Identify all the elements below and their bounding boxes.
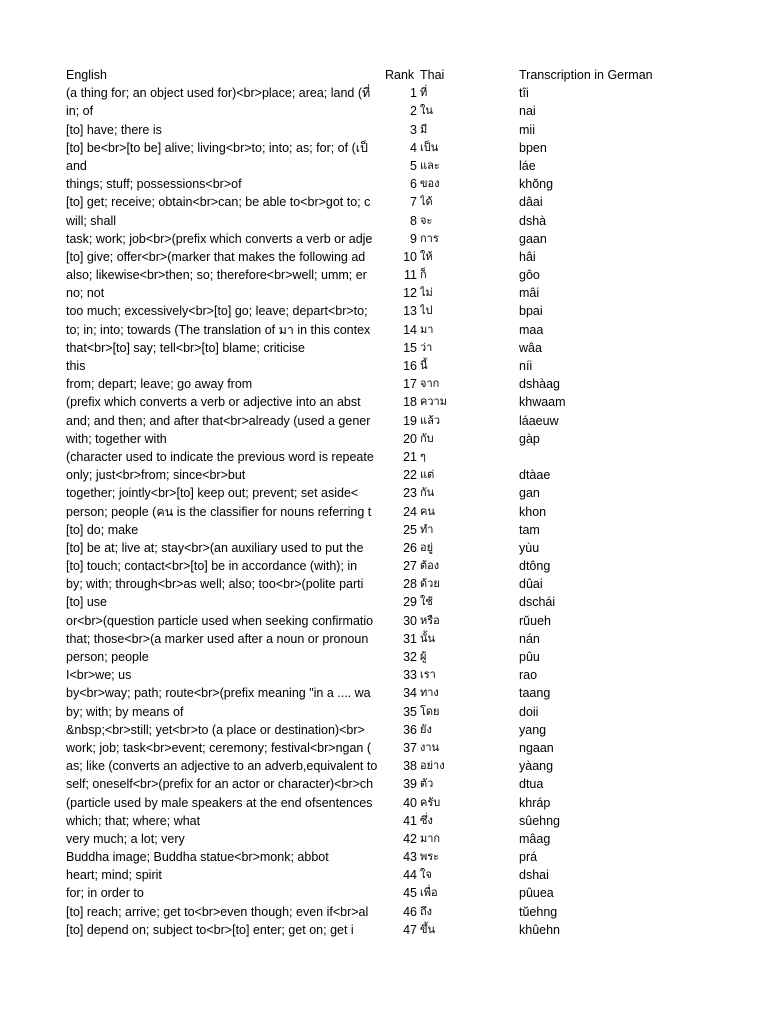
table-row: [0, 684, 768, 702]
table-row: [0, 284, 768, 302]
thai-cell: ก็: [420, 268, 427, 282]
english-cell: self; oneself<br>(prefix for an actor or character)<br>ch: [66, 777, 374, 792]
english-cell: person; people (คน is the classifier for nouns referring t: [66, 504, 372, 519]
transcription-cell: bpen: [519, 140, 547, 155]
transcription-cell: dtua: [519, 777, 544, 792]
english-cell: [to] reach; arrive; get to<br>even though; even if<br>al: [66, 904, 369, 919]
english-cell: and; and then; and after that<br>already (used a gener: [66, 413, 371, 428]
table-row: [0, 794, 768, 812]
transcription-cell: dshai: [519, 868, 549, 883]
english-cell: [to] be at; live at; stay<br>(an auxiliary used to put the: [66, 540, 364, 555]
table-row: [0, 412, 768, 430]
english-cell: by; with; by means of: [66, 704, 184, 719]
table-row: [0, 557, 768, 575]
table-row: [0, 666, 768, 684]
rank-cell: 26: [403, 540, 417, 555]
english-cell: (particle used by male speakers at the end ofsentences: [66, 795, 373, 810]
rank-cell: 35: [403, 704, 417, 719]
table-row: [0, 903, 768, 921]
english-cell: to; in; into; towards (The translation of มา in this contex: [66, 322, 371, 337]
rank-cell: 10: [403, 249, 417, 264]
rank-cell: 33: [403, 668, 417, 683]
table-row: [0, 321, 768, 339]
table-row: [0, 703, 768, 721]
transcription-cell: maa: [519, 322, 544, 337]
table-row: [0, 102, 768, 120]
english-cell: heart; mind; spirit: [66, 868, 162, 883]
table-row: [0, 230, 768, 248]
english-cell: [to] touch; contact<br>[to] be in accordance (with); in: [66, 559, 358, 574]
thai-cell: ด้วย: [420, 577, 440, 591]
english-cell: (a thing for; an object used for)<br>place; area; land (ที่: [66, 86, 371, 101]
table-row: [0, 212, 768, 230]
table-row: [0, 121, 768, 139]
rank-cell: 40: [403, 795, 417, 810]
transcription-cell: mâi: [519, 286, 540, 301]
thai-cell: ยัง: [420, 722, 432, 736]
thai-cell: คน: [420, 504, 435, 518]
english-cell: [to] give; offer<br>(marker that makes the following ad: [66, 249, 366, 264]
table-row: [0, 430, 768, 448]
rank-cell: 38: [403, 759, 417, 774]
thai-cell: เป็น: [420, 140, 439, 154]
rank-cell: 14: [403, 322, 417, 337]
english-cell: and: [66, 158, 87, 173]
rank-cell: 18: [403, 395, 417, 410]
rank-cell: 6: [410, 177, 417, 192]
rank-cell: 36: [403, 722, 417, 737]
header-thai: Thai: [420, 68, 445, 82]
english-cell: [to] depend on; subject to<br>[to] enter; get on; get i: [66, 922, 354, 937]
rank-cell: 21: [403, 449, 417, 464]
table-row: [0, 503, 768, 521]
thai-cell: หรือ: [420, 613, 440, 627]
english-cell: [to] get; receive; obtain<br>can; be able to<br>got to; c: [66, 195, 371, 210]
transcription-cell: yùu: [519, 540, 540, 555]
rank-cell: 22: [403, 468, 417, 483]
table-row: [0, 466, 768, 484]
thai-cell: ของ: [420, 177, 440, 191]
thai-cell: ไม่: [420, 286, 433, 300]
rank-cell: 32: [403, 650, 417, 664]
rank-cell: 47: [403, 922, 417, 937]
rank-cell: 3: [410, 122, 417, 137]
thai-cell: ขึ้น: [420, 922, 436, 936]
table-row: [0, 357, 768, 375]
english-cell: which; that; where; what: [66, 813, 201, 828]
english-cell: things; stuff; possessions<br>of: [66, 177, 242, 192]
transcription-cell: tŭehng: [519, 904, 558, 919]
english-cell: no; not: [66, 286, 105, 301]
table-row: [0, 302, 768, 320]
thai-cell: ให้: [420, 249, 433, 263]
english-cell: that<br>[to] say; tell<br>[to] blame; criticise: [66, 340, 306, 355]
transcription-cell: ngaan: [519, 740, 554, 755]
table-row: [0, 539, 768, 557]
english-cell: as; like (converts an adjective to an adverb,equivalent to: [66, 759, 378, 774]
thai-cell: ต้อง: [420, 559, 440, 573]
transcription-cell: dshà: [519, 213, 547, 228]
thai-cell: ที่: [420, 86, 428, 100]
table-row: [0, 521, 768, 539]
header-english: English: [66, 68, 107, 82]
thai-cell: ใจ: [420, 868, 432, 882]
english-cell: in; of: [66, 104, 94, 119]
english-cell: I<br>we; us: [66, 668, 132, 683]
table-row: [0, 193, 768, 211]
table-row: [0, 375, 768, 393]
rank-cell: 15: [403, 340, 417, 355]
english-cell: that; those<br>(a marker used after a noun or pronoun: [66, 631, 369, 646]
thai-cell: กับ: [420, 431, 434, 445]
thai-cell: ใน: [420, 104, 433, 118]
table-row: [0, 866, 768, 884]
english-cell: &nbsp;<br>still; yet<br>to (a place or destination)<br>: [66, 722, 365, 737]
thai-cell: อย่าง: [420, 759, 445, 773]
transcription-cell: hâi: [519, 249, 536, 264]
transcription-cell: nai: [519, 104, 536, 119]
rank-cell: 39: [403, 777, 417, 792]
transcription-cell: tîi: [519, 86, 529, 101]
thai-cell: นี้: [420, 359, 428, 372]
rank-cell: 41: [403, 813, 417, 828]
rank-cell: 43: [403, 850, 417, 865]
thai-cell: ๆ: [420, 449, 426, 463]
thai-cell: ไป: [420, 304, 433, 318]
english-cell: only; just<br>from; since<br>but: [66, 468, 246, 483]
transcription-cell: prá: [519, 850, 538, 865]
rank-cell: 9: [410, 231, 417, 246]
transcription-cell: doii: [519, 704, 539, 719]
thai-cell: จะ: [420, 213, 433, 227]
english-cell: (character used to indicate the previous word is repeate: [66, 449, 374, 464]
thai-cell: การ: [420, 231, 439, 245]
table-row: [0, 175, 768, 193]
table-row: [0, 648, 768, 666]
rank-cell: 46: [403, 904, 417, 919]
thai-cell: มี: [420, 122, 428, 136]
thai-cell: มาก: [420, 831, 441, 845]
transcription-cell: láe: [519, 158, 536, 173]
rank-cell: 11: [404, 268, 417, 283]
english-cell: work; job; task<br>event; ceremony; festival<br>ngan (: [66, 740, 372, 755]
thai-cell: ความ: [420, 395, 447, 409]
rank-cell: 7: [410, 195, 417, 210]
transcription-cell: mii: [519, 122, 535, 137]
rank-cell: 4: [410, 140, 417, 155]
transcription-cell: yàang: [519, 759, 554, 774]
english-cell: [to] have; there is: [66, 122, 162, 137]
english-cell: very much; a lot; very: [66, 831, 185, 846]
table-row: [0, 575, 768, 593]
transcription-cell: rao: [519, 668, 538, 683]
english-cell: also; likewise<br>then; so; therefore<br>well; umm; er: [66, 268, 367, 283]
transcription-cell: khráp: [519, 795, 551, 810]
rank-cell: 12: [403, 286, 417, 301]
table-row: [0, 248, 768, 266]
table-row: [0, 848, 768, 866]
transcription-cell: pûuea: [519, 886, 554, 901]
transcription-cell: gôo: [519, 268, 540, 283]
thai-cell: ตัว: [420, 777, 434, 791]
transcription-cell: dâai: [519, 195, 543, 210]
thai-cell: แล้ว: [420, 413, 441, 427]
rank-cell: 16: [403, 359, 417, 373]
english-cell: by<br>way; path; route<br>(prefix meaning "in a .... wa: [66, 686, 371, 701]
transcription-cell: dschái: [519, 595, 556, 610]
table-row: [0, 721, 768, 739]
rank-cell: 37: [403, 740, 417, 755]
transcription-cell: níi: [519, 359, 533, 373]
transcription-cell: mâag: [519, 831, 551, 846]
english-cell: this: [66, 359, 86, 373]
table-row: [0, 139, 768, 157]
transcription-cell: dûai: [519, 577, 543, 592]
thai-cell: จาก: [420, 377, 440, 391]
transcription-cell: wâa: [519, 340, 542, 355]
thai-cell: มา: [420, 322, 434, 336]
spreadsheet: [0, 66, 768, 939]
thai-cell: ได้: [420, 195, 433, 209]
transcription-cell: gan: [519, 486, 540, 501]
english-cell: for; in order to: [66, 886, 144, 901]
english-cell: person; people: [66, 650, 149, 664]
thai-cell: ใช้: [420, 595, 433, 609]
thai-cell: ทาง: [420, 686, 439, 700]
transcription-cell: tam: [519, 522, 540, 537]
table-row: [0, 612, 768, 630]
thai-cell: ครับ: [420, 795, 441, 809]
thai-cell: นั้น: [420, 631, 436, 645]
rank-cell: 2: [410, 104, 417, 119]
thai-cell: เรา: [420, 668, 436, 682]
header-row: [0, 66, 768, 84]
transcription-cell: khwaam: [519, 395, 566, 410]
thai-cell: งาน: [420, 740, 440, 754]
table-row: [0, 921, 768, 939]
english-cell: with; together with: [66, 431, 167, 446]
rank-cell: 17: [403, 377, 417, 392]
thai-cell: ซึ่ง: [420, 813, 433, 827]
table-row: [0, 830, 768, 848]
rank-cell: 5: [410, 158, 417, 173]
rank-cell: 44: [403, 868, 417, 883]
rank-cell: 29: [403, 595, 417, 610]
rank-cell: 23: [403, 486, 417, 501]
rank-cell: 42: [403, 831, 417, 846]
english-cell: from; depart; leave; go away from: [66, 377, 253, 392]
rank-cell: 1: [410, 86, 417, 101]
table-row: [0, 393, 768, 411]
transcription-cell: taang: [519, 686, 551, 701]
english-cell: [to] do; make: [66, 522, 139, 537]
transcription-cell: gaan: [519, 231, 547, 246]
table-row: [0, 630, 768, 648]
rank-cell: 13: [403, 304, 417, 319]
table-row: [0, 757, 768, 775]
transcription-cell: bpai: [519, 304, 543, 319]
table-row: [0, 884, 768, 902]
english-cell: [to] be<br>[to be] alive; living<br>to; into; as; for; of (เป็: [66, 140, 368, 155]
english-cell: or<br>(question particle used when seeking confirmatio: [66, 613, 374, 628]
word-rows: [0, 84, 768, 939]
transcription-cell: dtàae: [519, 468, 551, 483]
english-cell: will; shall: [66, 213, 117, 228]
thai-cell: แต่: [420, 468, 435, 482]
header-transcription: Transcription in German: [519, 68, 653, 82]
english-cell: task; work; job<br>(prefix which converts a verb or adje: [66, 231, 373, 246]
thai-cell: ถึง: [420, 904, 433, 918]
thai-cell: อยู่: [420, 540, 434, 554]
header-rank: Rank: [385, 68, 415, 82]
rank-cell: 20: [403, 431, 417, 446]
rank-cell: 30: [403, 613, 417, 628]
table-row: [0, 739, 768, 757]
transcription-cell: sûehng: [519, 813, 561, 828]
rank-cell: 34: [403, 686, 417, 701]
transcription-cell: khŏng: [519, 177, 554, 192]
rank-cell: 45: [403, 886, 417, 901]
rank-cell: 31: [403, 631, 417, 646]
english-cell: [to] use: [66, 595, 107, 610]
transcription-cell: láaeuw: [519, 413, 559, 428]
table-row: [0, 593, 768, 611]
thai-cell: กัน: [420, 486, 435, 500]
transcription-cell: dshàag: [519, 377, 561, 392]
table-row: [0, 812, 768, 830]
thai-cell: ทำ: [420, 522, 434, 536]
transcription-cell: pûu: [519, 650, 540, 664]
thai-cell: พระ: [420, 850, 440, 864]
english-cell: (prefix which converts a verb or adjective into an abst: [66, 395, 361, 410]
transcription-cell: rŭueh: [519, 613, 551, 628]
english-cell: Buddha image; Buddha statue<br>monk; abbot: [66, 850, 329, 865]
transcription-cell: dtông: [519, 559, 551, 574]
transcription-cell: nán: [519, 631, 540, 646]
thai-cell: โดย: [420, 704, 440, 718]
table-row: [0, 448, 768, 466]
table-row: [0, 339, 768, 357]
table-row: [0, 266, 768, 284]
table-row: [0, 157, 768, 175]
rank-cell: 28: [403, 577, 417, 592]
english-cell: by; with; through<br>as well; also; too<br>(polite parti: [66, 577, 364, 592]
transcription-cell: khûehn: [519, 922, 561, 937]
rank-cell: 19: [403, 413, 417, 428]
table-row: [0, 84, 768, 102]
thai-cell: ว่า: [420, 340, 433, 354]
rank-cell: 27: [403, 559, 417, 574]
english-cell: together; jointly<br>[to] keep out; prevent; set aside<: [66, 486, 359, 501]
rank-cell: 25: [403, 522, 417, 537]
thai-cell: และ: [420, 158, 440, 172]
thai-cell: ผู้: [420, 650, 427, 663]
table-row: [0, 484, 768, 502]
table-row: [0, 775, 768, 793]
english-cell: too much; excessively<br>[to] go; leave; depart<br>to;: [66, 304, 368, 319]
rank-cell: 24: [403, 504, 417, 519]
transcription-cell: gàp: [519, 431, 540, 446]
transcription-cell: khon: [519, 504, 547, 519]
rank-cell: 8: [410, 213, 417, 228]
thai-cell: เพื่อ: [420, 886, 438, 900]
transcription-cell: yang: [519, 722, 547, 737]
